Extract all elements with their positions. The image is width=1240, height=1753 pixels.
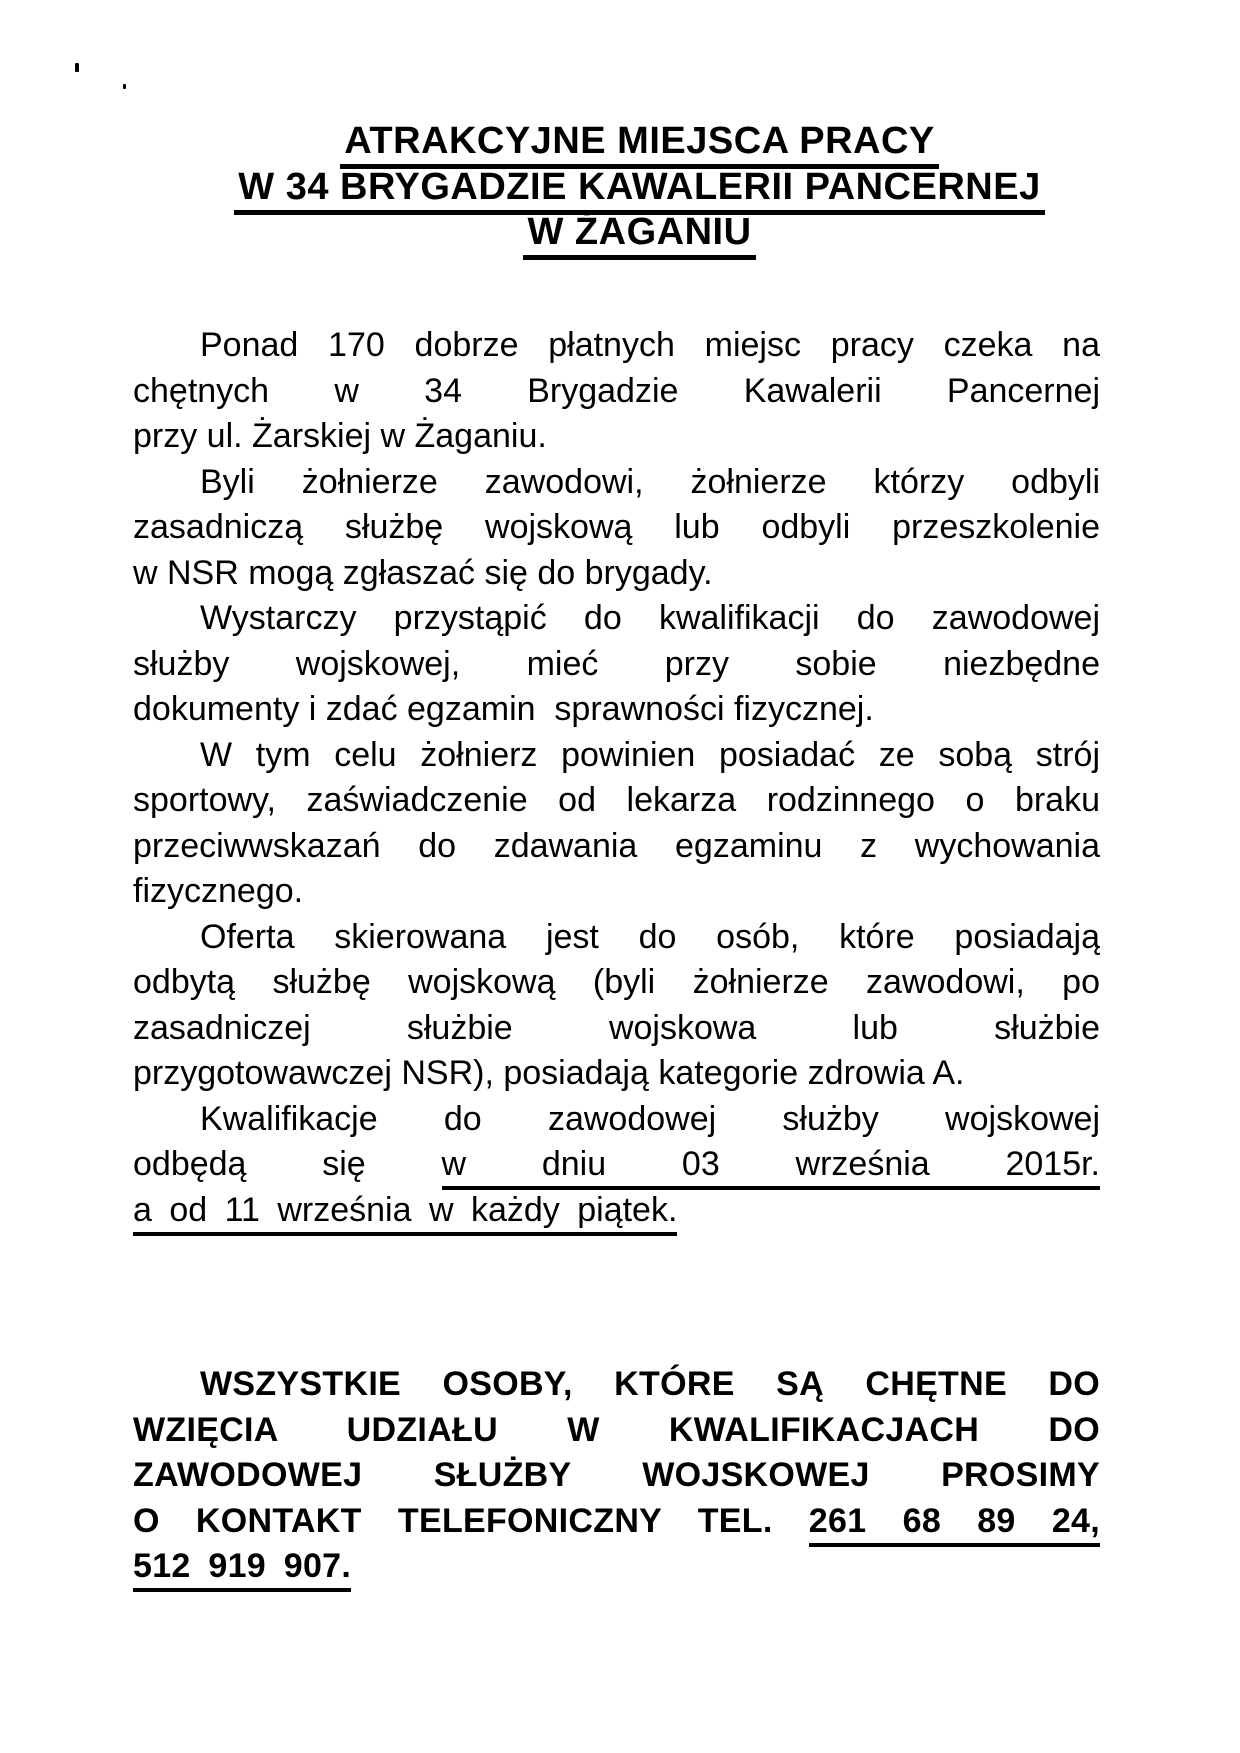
text-line	[133, 1188, 1100, 1234]
text-segment: W tym celu żołnierz powinien posiadać ze sobą strój	[200, 735, 1100, 774]
text-line	[133, 733, 1100, 779]
text-segment: WZIĘCIA UDZIAŁU W KWALIFIKACJACH DO	[133, 1410, 1100, 1449]
text-segment: O KONTAKT TELEFONICZNY TEL.	[133, 1501, 773, 1540]
text-line	[133, 1499, 1100, 1545]
text-segment: ZAWODOWEJ SŁUŻBY WOJSKOWEJ PROSIMY	[133, 1456, 1100, 1494]
text-line	[133, 1453, 1100, 1499]
underlined-text: 261 68 89 24,	[809, 1502, 1100, 1547]
text-line	[133, 369, 1100, 415]
text-segment: sportowy, zaświadczenie od lekarza rodzinnego o braku	[133, 781, 1100, 819]
text-line	[133, 1051, 1100, 1097]
text-segment: zasadniczą służbę wojskową lub odbyli przeszkolenie	[133, 508, 1100, 546]
text-segment: przygotowawczej NSR), posiadają kategorie zdrowia A.	[133, 1054, 965, 1092]
text-segment: Oferta skierowana jest do osób, które posiadają	[200, 917, 1100, 956]
text-segment: Byli żołnierze zawodowi, żołnierze którzy odbyli	[200, 462, 1100, 501]
title-text: ATRAKCYJNE MIEJSCA PRACY	[340, 120, 939, 169]
text-line	[133, 505, 1100, 551]
text-segment: chętnych w 34 Brygadzie Kawalerii Pancernej	[133, 371, 1100, 410]
document-body	[133, 323, 1100, 1233]
text-line	[133, 1362, 1100, 1408]
text-segment: WSZYSTKIE OSOBY, KTÓRE SĄ CHĘTNE DO	[200, 1365, 1100, 1403]
text-segment: Ponad 170 dobrze płatnych miejsc pracy czeka na	[200, 326, 1100, 364]
title-line-1	[156, 119, 1123, 165]
text-segment: w NSR mogą zgłaszać się do brygady.	[133, 553, 713, 592]
title-line-3	[156, 210, 1123, 256]
text-line	[133, 1408, 1100, 1454]
title-line-2	[156, 165, 1123, 211]
document-title	[133, 119, 1123, 256]
text-line	[133, 1142, 1100, 1188]
text-line	[133, 824, 1100, 870]
document-footer-notice	[133, 1362, 1100, 1590]
text-segment: fizycznego.	[133, 872, 304, 910]
text-line	[133, 596, 1100, 642]
text-line	[133, 869, 1100, 915]
underlined-text: 512 919 907.	[133, 1547, 351, 1592]
text-segment: Kwalifikacje do zawodowej służby wojskowej	[200, 1099, 1100, 1138]
scan-speck	[123, 84, 126, 89]
text-segment: Wystarczy przystąpić do kwalifikacji do zawodowej	[200, 599, 1100, 637]
text-segment: przy ul. Żarskiej w Żaganiu.	[133, 417, 547, 455]
text-segment: dokumenty i zdać egzamin sprawności fizycznej.	[133, 690, 874, 728]
text-line	[133, 687, 1100, 733]
text-line	[133, 414, 1100, 460]
text-line	[133, 1097, 1100, 1143]
text-line	[133, 642, 1100, 688]
text-line	[133, 915, 1100, 961]
underlined-text: a od 11 września w każdy piątek.	[133, 1191, 677, 1236]
text-segment: służby wojskowej, mieć przy sobie niezbędne	[133, 644, 1100, 683]
underlined-text: w dniu 03 września 2015r.	[442, 1145, 1101, 1190]
text-segment: przeciwwskazań do zdawania egzaminu z wychowania	[133, 826, 1100, 865]
text-segment: odbędą się	[133, 1145, 366, 1183]
text-line	[133, 323, 1100, 369]
text-line	[133, 460, 1100, 506]
text-line	[133, 1006, 1100, 1052]
text-line	[133, 960, 1100, 1006]
text-line	[133, 1544, 1100, 1590]
text-line	[133, 778, 1100, 824]
title-text: W ŻAGANIU	[523, 211, 755, 260]
text-segment: odbytą służbę wojskową (byli żołnierze zawodowi, po	[133, 963, 1100, 1001]
text-line	[133, 551, 1100, 597]
scan-speck	[75, 63, 79, 72]
title-text: W 34 BRYGADZIE KAWALERII PANCERNEJ	[234, 166, 1044, 215]
text-segment: zasadniczej służbie wojskowa lub służbie	[133, 1008, 1100, 1047]
